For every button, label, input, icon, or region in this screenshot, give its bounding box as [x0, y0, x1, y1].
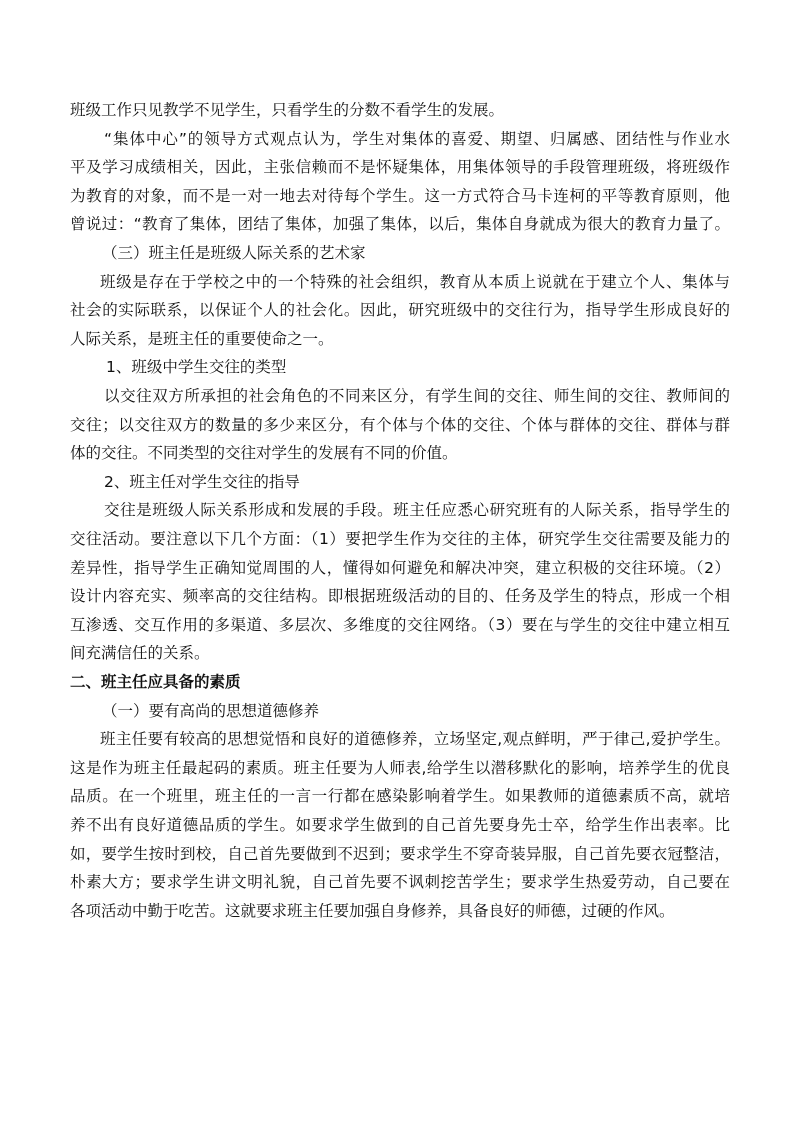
section-heading: 二、班主任应具备的素质	[70, 673, 241, 691]
paragraph-line: 交往活动。要注意以下几个方面：（1）要把学生作为交往的主体，研究学生交往需要及能力的	[70, 530, 730, 548]
paragraph-line: 交往；以交往双方的数量的多少来区分，有个体与个体的交往、个体与群体的交往、群体与群	[70, 415, 730, 434]
paragraph-line: 如，要学生按时到校，自己首先要做到不迟到；要求学生不穿奇装异服，自己首先要衣冠整洁，	[70, 844, 730, 863]
paragraph-line: 班主任要有较高的思想觉悟和良好的道德修养，立场坚定,观点鲜明，严于律己,爱护学生。	[100, 730, 730, 749]
section-heading: （一）要有高尚的思想道德修养	[102, 701, 320, 720]
paragraph-line: 体的交往。不同类型的交往对学生的发展有不同的价值。	[70, 444, 458, 463]
paragraph-line: 平及学习成绩相关，因此，主张信赖而不是怀疑集体，用集体领导的手段管理班级，将班级作	[70, 158, 730, 177]
paragraph-line: 班级是存在于学校之中的一个特殊的社会组织，教育从本质上说就在于建立个人、集体与	[100, 272, 730, 291]
paragraph-line: 这是作为班主任最起码的素质。班主任要为人师表,给学生以潜移默化的影响，培养学生的优良	[70, 758, 730, 777]
paragraph-line: 社会的实际联系，以保证个人的社会化。因此，研究班级中的交往行为，指导学生形成良好的	[70, 301, 730, 320]
paragraph-line: 曾说过：“教育了集体，团结了集体，加强了集体，以后，集体自身就成为很大的教育力量了。	[70, 215, 730, 234]
paragraph-line: 各项活动中勤于吃苦。这就要求班主任要加强自身修养，具备良好的师德，过硬的作风。	[70, 901, 675, 920]
section-heading: 2、班主任对学生交往的指导	[104, 472, 300, 491]
paragraph-line: 班级工作只见教学不见学生，只看学生的分数不看学生的发展。	[70, 101, 505, 119]
paragraph-line: “集体中心”的领导方式观点认为，学生对集体的喜爱、期望、归属感、团结性与作业水	[104, 129, 730, 148]
section-heading: 1、班级中学生交往的类型	[106, 358, 287, 377]
paragraph-line: 品质。在一个班里，班主任的一言一行都在感染影响着学生。如果教师的道德素质不高，就培	[70, 787, 730, 806]
paragraph-line: 养不出有良好道德品质的学生。如要求学生做到的自己首先要身先士卒，给学生作出表率。比	[70, 816, 730, 834]
paragraph-line: 为教育的对象，而不是一对一地去对待每个学生。这一方式符合马卡连柯的平等教育原则，他	[70, 186, 730, 205]
paragraph-line: 设计内容充实、频率高的交往结构。即根据班级活动的目的、任务及学生的特点，形成一个相	[70, 587, 730, 606]
paragraph-line: 交往是班级人际关系形成和发展的手段。班主任应悉心研究班有的人际关系，指导学生的	[104, 501, 730, 520]
paragraph-line: 朴素大方；要求学生讲文明礼貌，自己首先要不讽刺挖苦学生；要求学生热爱劳动，自己要在	[70, 873, 730, 892]
paragraph-line: 互渗透、交互作用的多渠道、多层次、多维度的交往网络。（3）要在与学生的交往中建立相互	[70, 615, 730, 634]
paragraph-line: 以交往双方所承担的社会角色的不同来区分，有学生间的交往、师生间的交往、教师间的	[104, 387, 730, 405]
paragraph-line: 差异性，指导学生正确知觉周围的人，懂得如何避免和解决冲突，建立积极的交往环境。（2）	[70, 558, 730, 577]
section-heading: （三）班主任是班级人际关系的艺术家	[102, 244, 366, 262]
paragraph-line: 人际关系，是班主任的重要使命之一。	[70, 329, 334, 348]
paragraph-line: 间充满信任的关系。	[70, 644, 210, 663]
